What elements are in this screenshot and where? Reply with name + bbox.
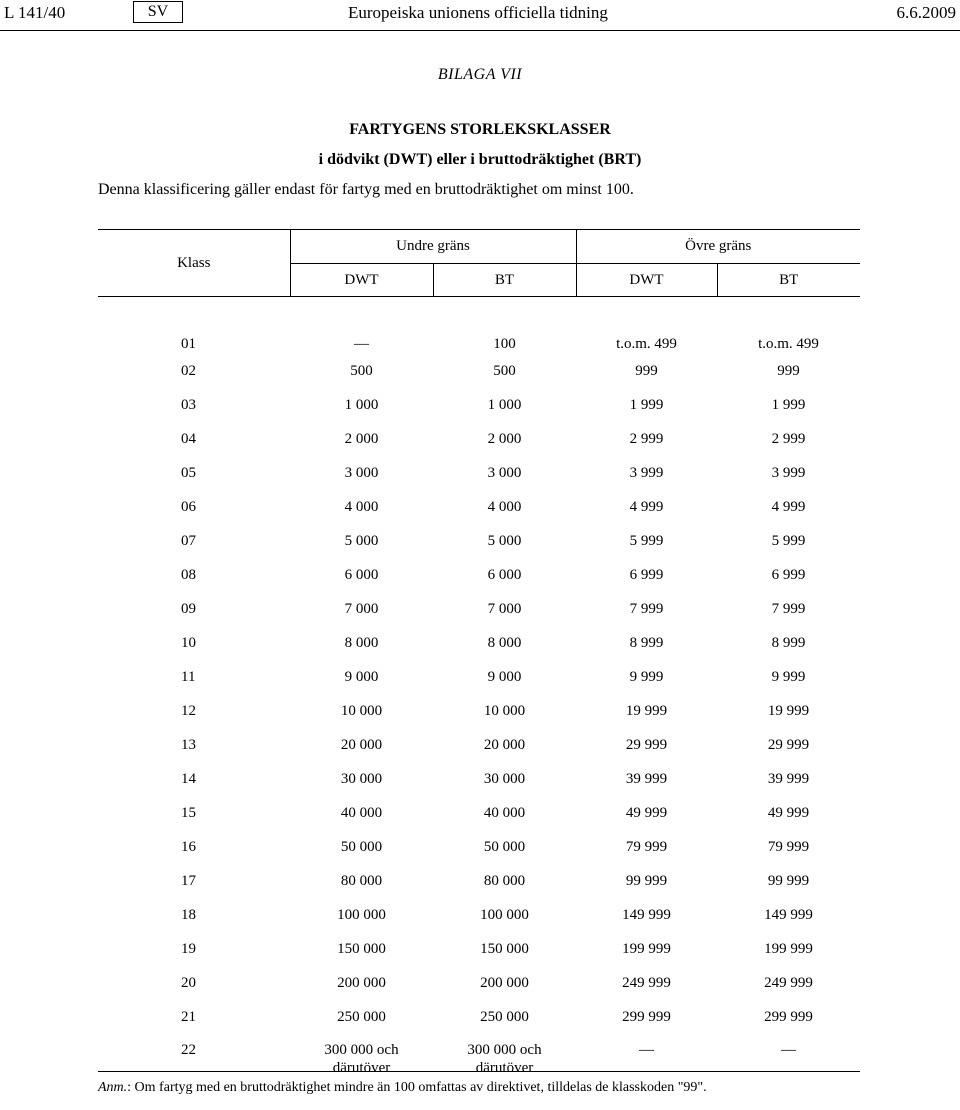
cell-klass: 14 [181, 770, 196, 787]
cell-upper-dwt: 79 999 [625, 838, 668, 855]
table-row [98, 762, 860, 796]
cell-lower-bt: 250 000 [480, 1008, 529, 1025]
cell-klass: 08 [181, 566, 196, 583]
table-row [98, 558, 860, 592]
cell-lower-dwt: 7 000 [344, 600, 379, 617]
footnote [98, 1071, 860, 1096]
column-header-lower-bt: BT [433, 264, 576, 297]
table-row [98, 490, 860, 524]
cell-lower-bt: 5 000 [487, 532, 522, 549]
cell-lower-bt: 6 000 [487, 566, 522, 583]
cell-lower-dwt: — [354, 336, 369, 352]
cell-lower-bt-line1: 300 000 och [467, 1042, 542, 1058]
cell-lower-bt-line2: därutöver [475, 1060, 534, 1076]
cell-upper-bt: 39 999 [767, 770, 810, 787]
cell-upper-bt: 3 999 [771, 464, 806, 481]
cell-upper-dwt: t.o.m. 499 [616, 336, 677, 352]
table-row [98, 456, 860, 490]
dash-mark: — [639, 1042, 654, 1058]
page-reference: L 141/40 [4, 3, 66, 22]
table-row [98, 898, 860, 932]
cell-klass: 04 [181, 430, 196, 447]
table-body [98, 297, 860, 1088]
cell-upper-dwt: 29 999 [625, 736, 668, 753]
cell-klass: 17 [181, 872, 196, 889]
table-row [98, 422, 860, 456]
cell-lower-bt: 20 000 [483, 736, 526, 753]
table-row [98, 354, 860, 388]
cell-upper-dwt: 5 999 [629, 532, 664, 549]
cell-lower-dwt: 9 000 [344, 668, 379, 685]
cell-lower-bt: 500 [493, 362, 516, 379]
cell-klass: 02 [181, 362, 196, 379]
footnote-label: Anm. [98, 1080, 128, 1095]
cell-upper-dwt: 9 999 [629, 668, 664, 685]
cell-upper-dwt: 299 999 [622, 1008, 671, 1025]
cell-lower-bt: 200 000 [480, 974, 529, 991]
table-row [98, 592, 860, 626]
cell-lower-dwt: 500 [350, 362, 373, 379]
cell-upper-bt: 19 999 [767, 702, 810, 719]
cell-upper-dwt: 49 999 [625, 804, 668, 821]
publication-date: 6.6.2009 [896, 3, 956, 22]
cell-upper-dwt: 19 999 [625, 702, 668, 719]
column-group-upper-limit: Övre gräns [576, 230, 860, 264]
cell-lower-dwt: 4 000 [344, 498, 379, 515]
cell-upper-bt: 149 999 [764, 906, 813, 923]
cell-upper-bt: 2 999 [771, 430, 806, 447]
intro-text: Denna klassificering gäller endast för fartyg med en bruttodräktighet om minst 100. [98, 181, 634, 198]
cell-lower-bt: 100 000 [480, 906, 529, 923]
column-header-lower-dwt: DWT [290, 264, 433, 297]
cell-klass: 06 [181, 498, 196, 515]
cell-lower-dwt: 40 000 [340, 804, 383, 821]
cell-lower-dwt: 8 000 [344, 634, 379, 651]
footnote-text: : Om fartyg med en bruttodräktighet mindre än 100 omfattas av direktivet, tilldelas de klasskoden "99". [127, 1080, 707, 1095]
table-row [98, 388, 860, 422]
cell-lower-bt: 40 000 [483, 804, 526, 821]
cell-lower-dwt: 80 000 [340, 872, 383, 889]
cell-lower-bt: 150 000 [480, 940, 529, 957]
cell-upper-bt: 8 999 [771, 634, 806, 651]
cell-lower-dwt: 3 000 [344, 464, 379, 481]
column-header-upper-bt: BT [717, 264, 860, 297]
cell-lower-dwt: 150 000 [337, 940, 386, 957]
cell-lower-bt: 80 000 [483, 872, 526, 889]
cell-klass: 19 [181, 940, 196, 957]
table-row [98, 796, 860, 830]
cell-upper-bt: 99 999 [767, 872, 810, 889]
cell-upper-bt: 249 999 [764, 974, 813, 991]
cell-upper-dwt: 39 999 [625, 770, 668, 787]
cell-upper-dwt: 4 999 [629, 498, 664, 515]
table-row [98, 524, 860, 558]
page-header [0, 0, 960, 32]
cell-upper-dwt: 8 999 [629, 634, 664, 651]
cell-lower-dwt: 10 000 [340, 702, 383, 719]
cell-upper-bt: 4 999 [771, 498, 806, 515]
cell-klass: 16 [181, 838, 196, 855]
language-badge: SV [133, 1, 183, 23]
cell-klass: 03 [181, 396, 196, 413]
cell-lower-bt: 3 000 [487, 464, 522, 481]
cell-upper-bt: 49 999 [767, 804, 810, 821]
cell-klass: 15 [181, 804, 196, 821]
cell-klass: 13 [181, 736, 196, 753]
cell-klass: 22 [181, 1042, 196, 1058]
cell-upper-bt: 6 999 [771, 566, 806, 583]
cell-klass: 21 [181, 1008, 196, 1025]
size-class-table [98, 229, 860, 1087]
cell-upper-dwt: 199 999 [622, 940, 671, 957]
table-row [98, 1000, 860, 1034]
cell-lower-dwt-line1: 300 000 och [324, 1042, 399, 1058]
cell-lower-dwt: 250 000 [337, 1008, 386, 1025]
cell-upper-dwt: 2 999 [629, 430, 664, 447]
cell-lower-dwt: 200 000 [337, 974, 386, 991]
cell-lower-dwt: 50 000 [340, 838, 383, 855]
table-row [98, 864, 860, 898]
cell-lower-bt: 100 [493, 336, 516, 352]
cell-lower-bt: 1 000 [487, 396, 522, 413]
table-row [98, 966, 860, 1000]
table-row [98, 932, 860, 966]
table-row [98, 297, 860, 355]
table-row [98, 728, 860, 762]
journal-title: Europeiska unionens officiella tidning [348, 3, 608, 22]
dash-mark: — [781, 1042, 796, 1058]
cell-upper-dwt: 99 999 [625, 872, 668, 889]
cell-upper-dwt: 249 999 [622, 974, 671, 991]
cell-klass: 07 [181, 532, 196, 549]
column-header-upper-dwt: DWT [576, 264, 717, 297]
header-rule [0, 30, 960, 31]
cell-lower-bt: 30 000 [483, 770, 526, 787]
table-row [98, 830, 860, 864]
cell-upper-bt: 299 999 [764, 1008, 813, 1025]
cell-upper-dwt: 7 999 [629, 600, 664, 617]
cell-klass: 05 [181, 464, 196, 481]
cell-lower-bt: 2 000 [487, 430, 522, 447]
cell-lower-dwt: 5 000 [344, 532, 379, 549]
cell-klass: 12 [181, 702, 196, 719]
cell-lower-dwt: 6 000 [344, 566, 379, 583]
cell-lower-dwt: 2 000 [344, 430, 379, 447]
document-subtitle: i dödvikt (DWT) eller i bruttodräktighet (BRT) [318, 151, 642, 168]
cell-lower-bt: 50 000 [483, 838, 526, 855]
cell-klass: 01 [181, 336, 196, 352]
cell-upper-bt: 999 [777, 362, 800, 379]
cell-upper-dwt: 999 [635, 362, 658, 379]
cell-upper-dwt: 3 999 [629, 464, 664, 481]
cell-lower-dwt-line2: därutöver [332, 1060, 391, 1076]
cell-klass: 11 [181, 668, 196, 685]
table-row [98, 694, 860, 728]
cell-upper-bt: 5 999 [771, 532, 806, 549]
cell-lower-bt: 4 000 [487, 498, 522, 515]
cell-upper-dwt: 6 999 [629, 566, 664, 583]
cell-upper-dwt: 1 999 [629, 396, 664, 413]
cell-upper-bt: 1 999 [771, 396, 806, 413]
cell-lower-bt: 8 000 [487, 634, 522, 651]
cell-upper-dwt: 149 999 [622, 906, 671, 923]
cell-klass: 20 [181, 974, 196, 991]
cell-klass: 10 [181, 634, 196, 651]
table-row [98, 660, 860, 694]
cell-upper-bt: 79 999 [767, 838, 810, 855]
cell-upper-bt: 9 999 [771, 668, 806, 685]
cell-upper-bt: 199 999 [764, 940, 813, 957]
cell-lower-dwt: 1 000 [344, 396, 379, 413]
cell-upper-bt: 29 999 [767, 736, 810, 753]
column-group-lower-limit: Undre gräns [290, 230, 576, 264]
cell-lower-dwt: 100 000 [337, 906, 386, 923]
cell-klass: 18 [181, 906, 196, 923]
cell-lower-bt: 7 000 [487, 600, 522, 617]
cell-lower-bt: 10 000 [483, 702, 526, 719]
annex-title: BILAGA VII [437, 66, 523, 83]
cell-lower-bt: 9 000 [487, 668, 522, 685]
cell-lower-dwt: 30 000 [340, 770, 383, 787]
cell-klass: 09 [181, 600, 196, 617]
cell-lower-dwt: 20 000 [340, 736, 383, 753]
table-row [98, 626, 860, 660]
document-title: FARTYGENS STORLEKSKLASSER [349, 121, 611, 138]
column-header-klass: Klass [98, 230, 290, 297]
cell-upper-bt: 7 999 [771, 600, 806, 617]
cell-upper-bt: t.o.m. 499 [758, 336, 819, 352]
